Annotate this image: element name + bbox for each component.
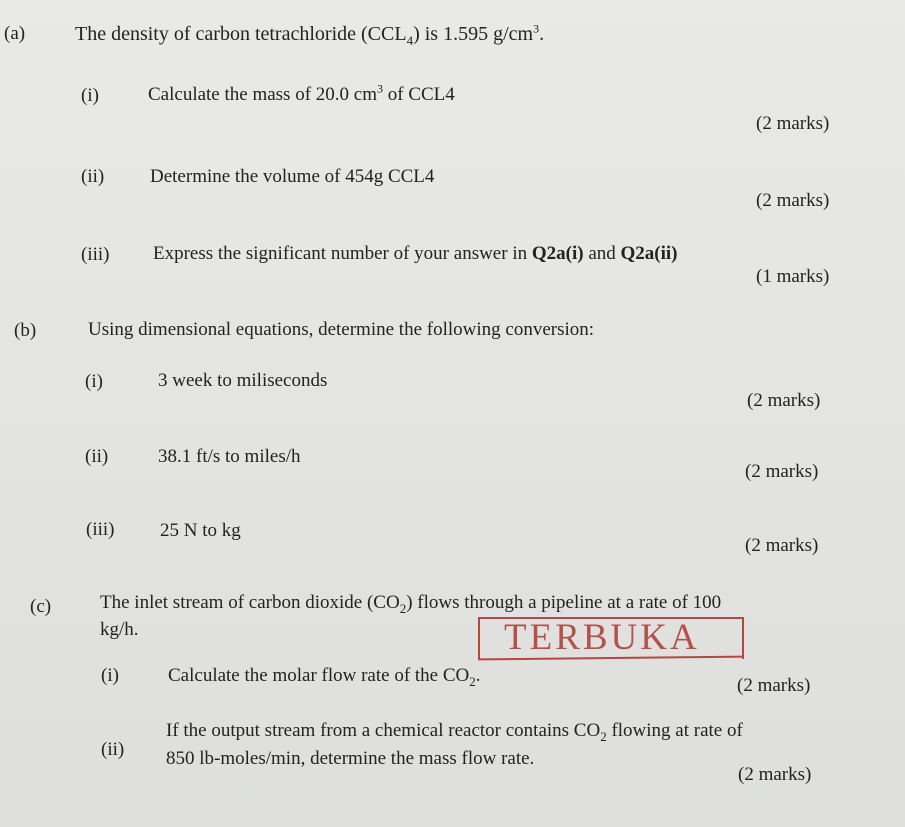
q-b-iii-marks: (2 marks) (745, 535, 819, 556)
q-a-iii-text: Express the significant number of your answer in Q2a(i) and Q2a(ii) (153, 243, 678, 264)
terbuka-stamp: TERBUKA (504, 617, 700, 658)
q-a-iii-marks: (1 marks) (756, 266, 830, 287)
q-b-label: (b) (14, 320, 37, 341)
q-a-ii-label: (ii) (81, 166, 105, 187)
q-c-ii-text-line2: 850 lb-moles/min, determine the mass flow rate. (166, 748, 535, 769)
q-b-stem: Using dimensional equations, determine the following conversion: (88, 319, 595, 340)
q-c-ii-marks: (2 marks) (738, 764, 812, 785)
q-a-i-marks: (2 marks) (756, 113, 830, 134)
q-a-i-text: Calculate the mass of 20.0 $cm^3$ of CCL4 (148, 81, 455, 105)
q-b-ii-marks: (2 marks) (745, 461, 819, 482)
q-b-ii-label: (ii) (85, 446, 109, 467)
q-b-iii-label: (iii) (86, 519, 115, 540)
q-c-i-label: (i) (101, 665, 119, 686)
q-c-ii-label: (ii) (101, 739, 125, 760)
q-a-iii-label: (iii) (81, 244, 110, 265)
q-a-i-label: (i) (81, 85, 99, 106)
q-a-ii-text: Determine the volume of 454g CCL4 (150, 166, 435, 187)
q-b-iii-text: 25 N to kg (160, 520, 241, 541)
q-c-i-marks: (2 marks) (737, 675, 811, 696)
q-c-ii-text-line1: If the output stream from a chemical reactor contains $CO_2$ flowing at rate of (166, 720, 743, 744)
q-b-i-text: 3 week to miliseconds (158, 370, 328, 391)
q-c-i-text: Calculate the molar flow rate of the $CO_2$. (168, 665, 481, 689)
q-c-stem: The inlet stream of carbon dioxide $(CO_2)$ flows through a pipeline at a rate of 100 (100, 592, 722, 616)
q-b-ii-text: 38.1 ft/s to miles/h (158, 446, 301, 467)
q-a-stem: The density of carbon tetrachloride $(CCL_4)$ is 1.595 $g/cm^3$. (75, 21, 545, 48)
q-a-ii-marks: (2 marks) (756, 190, 830, 211)
q-b-i-marks: (2 marks) (747, 390, 821, 411)
q-c-stem-line2: kg/h. (100, 619, 139, 640)
q-a-label: (a) (4, 23, 26, 44)
q-c-label: (c) (30, 596, 52, 617)
q-b-i-label: (i) (85, 371, 103, 392)
